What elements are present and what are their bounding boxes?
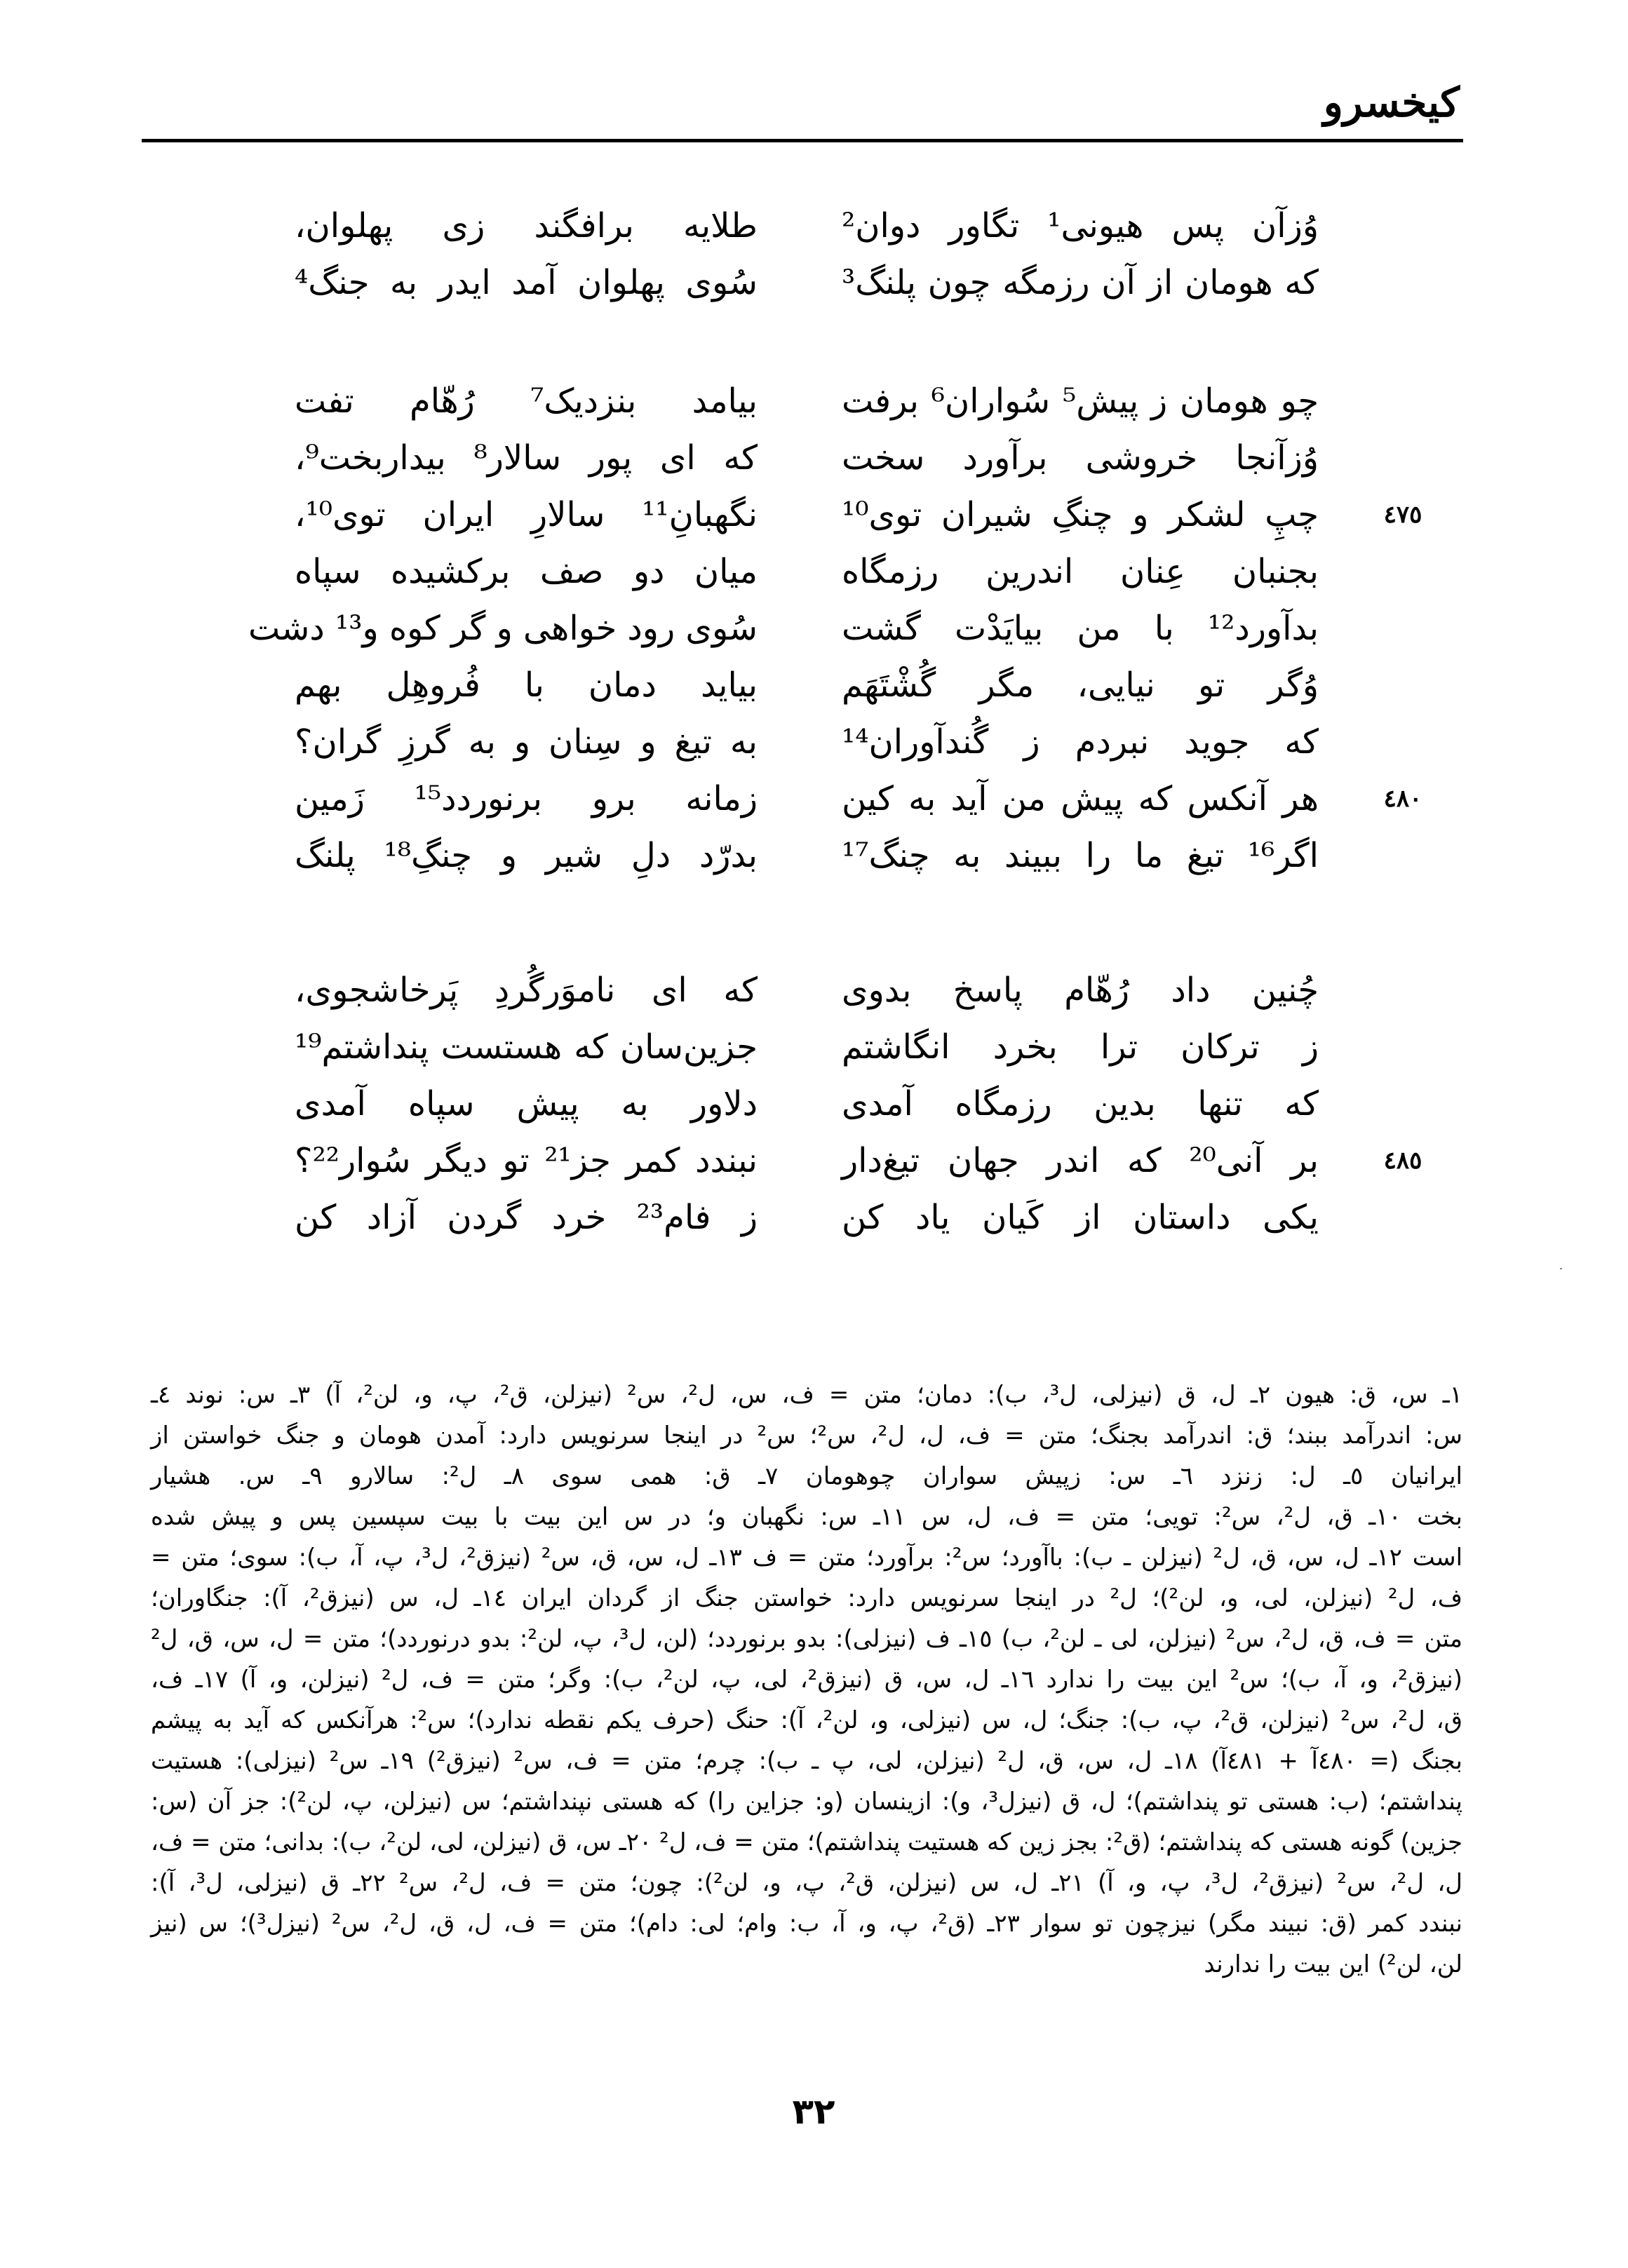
footnote-line: نبندد کمر (ق: نبیند مگر) نیزچون تو سوار ٢٣ـ (ق²، پ، و، آ، ب: وام؛ لی: دام)؛ متن = ف، ل، ق، ل²، س² (نیزل³)؛ س (نیز (151, 1910, 1462, 1938)
footnote-line: ل، ل²، س² (نیزق²، ل³، پ، و، آ) ٢١ـ ل، س (نیزلن، ق²، پ، و، لن²): چون؛ متن = ف، ل²، س² ٢٢ـ ق (نیزلی، ل³، آ): (151, 1869, 1463, 1897)
footnote-line: بخت ١٠ـ ق، ل²، س²: تویی؛ متن = ف، ل، س ١١ـ س: نگهبان و؛ در س این بیت با بیت سپسین پس و پیش شده (151, 1503, 1462, 1531)
footnote-line: ف، ل² (نیزلن، لی، و، لن²)؛ ل² در اینجا سرنویس دارد: خواستن جنگ از گردان ایران ١٤ـ ل، س (نیزق²، آ): جنگاوران؛ (151, 1584, 1463, 1612)
verse-hemistich-left: طلایه برافگند زی پهلوان، (295, 206, 758, 245)
verse-hemistich-left: به تیغ و سِنان و به گرزِ گران؟ (295, 722, 758, 762)
verse-line-number: ٤٨٥ (1383, 1147, 1422, 1175)
footnote-line: (نیزق²، و، آ، ب)؛ س² این بیت را ندارد ١٦ـ ل، س، ق (نیزق²، لی، پ، لن²، ب): وگر؛ متن = ف، ل² (نیزلن، و، آ) ١٧ـ ف، (151, 1666, 1463, 1694)
verse-hemistich-right: که هومان از آن رزمگه چون پلنگ³ (842, 263, 1319, 302)
verse-hemistich-right: وُگر تو نیایی، مگر گُشْتَهَم (842, 666, 1319, 705)
verse-hemistich-right: چُنین داد رُهّام پاسخ بدوی (842, 971, 1319, 1010)
verse-hemistich-left: میان دو صف برکشیده سپاه (295, 552, 758, 591)
verse-hemistich-left: که ای ناموَرگُردِ پَرخاشجوی، (295, 971, 758, 1010)
verse-hemistich-left: بیامد بنزدیک⁷ رُهّام تفت (295, 382, 758, 421)
running-header-title: کیخسرو (1323, 79, 1460, 126)
verse-hemistich-left: نبندد کمر جز²¹ تو دیگر سُوار²²؟ (295, 1141, 758, 1180)
footnote-line: ایرانیان ٥ـ ل: زنزد ٦ـ س: زپیش سواران چوهومان ٧ـ ق: همی سوی ٨ـ ل²: سالارو ٩ـ س. هشیار (151, 1462, 1462, 1490)
verse-hemistich-left: سُوی پهلوان آمد ایدر به جنگ⁴ (295, 263, 758, 302)
footnote-line: ق، ل²، س² (نیزلن، ق²، پ، ب): جنگ؛ ل، س (نیزلی، و، لن²، آ): حنگ (حرف یکم نقطه ندارد)؛ س²: هرآنکس که آید به پیشم (151, 1706, 1462, 1734)
verse-hemistich-left: بدرّد دلِ شیر و چنگِ¹⁸ پلنگ (295, 836, 758, 875)
verse-hemistich-right: که تنها بدین رزمگاه آمدی (842, 1084, 1319, 1123)
verse-hemistich-right: بدآورد¹² با من بیایَدْت گشت (842, 609, 1319, 648)
verse-hemistich-right: وُزآن پس هیونی¹ تگاور دوان² (842, 206, 1319, 245)
verse-hemistich-left: سُوی رود خواهی و گر کوه و¹³ دشت (248, 609, 758, 648)
footnote-line: ١ـ س، ق: هیون ٢ـ ل، ق (نیزلی، ل³، ب): دمان؛ متن = ف، س، ل²، س² (نیزلن، ق²، پ، و، لن²، آ) ٣ـ س: نوند ٤ـ (151, 1381, 1462, 1409)
verse-hemistich-left: جزین‌سان که هستست پنداشتم¹⁹ (295, 1027, 758, 1067)
verse-hemistich-right: هر آنکس که پیش من آید به کین (842, 779, 1319, 818)
footnotes (151, 1375, 1462, 1985)
verse-hemistich-right: یکی داستان از کَیان یاد کن (842, 1198, 1319, 1237)
verse-line-number: ٤٧٥ (1383, 501, 1422, 529)
verse-hemistich-left: ز فام²³ خرد گردن آزاد کن (295, 1198, 758, 1237)
header-rule (142, 139, 1463, 142)
footnote-line: جزین) گونه هستی که پنداشتم؛ (ق²: بجز زین که هستیت پنداشتم)؛ متن = ف، ل² ٢٠ـ س، ق (نیزلن، لی، لن²، ب): بدانی؛ متن = ف، (151, 1828, 1463, 1856)
footnote-line: متن = ف، ق، ل²، س² (نیزلن، لی ـ لن²، ب) ١٥ـ ف (نیزلی): بدو برنوردد؛ (لن، ل³، پ، لن²: بدو درنوردد)؛ متن = ل، س، ق، ل² (151, 1625, 1462, 1653)
verse-hemistich-right: که جوید نبردم ز گُندآوران¹⁴ (842, 722, 1319, 762)
footnote-line: پنداشتم؛ (ب: هستی تو پنداشتم)؛ ل، ق (نیزل³، و): ازینسان (و: جزاین را) که هستی نپنداشتم؛ س (نیزلن، پ، لن²): جز آن (س: (151, 1788, 1463, 1816)
verse-hemistich-right: چو هومان ز پیش⁵ سُواران⁶ برفت (842, 382, 1319, 421)
verse-hemistich-left: نگهبانِ¹¹ سالارِ ایران توی¹⁰، (295, 495, 758, 534)
footnote-line: لن، لن²) این بیت را ندارند (1204, 1950, 1462, 1978)
footnote-line: س: اندرآمد ببند؛ ق: اندرآمد بجنگ؛ متن = ف، ل، ل²، س²؛ س² در اینجا سرنویس دارد: آمدن هومان و جنگ خواستن از (151, 1422, 1462, 1450)
verse-hemistich-right: بجنبان عِنان اندرین رزمگاه (842, 552, 1319, 591)
verse-hemistich-left: دلاور به پیش سپاه آمدی (295, 1084, 758, 1123)
verse-hemistich-right: ز ترکان ترا بخرد انگاشتم (842, 1027, 1319, 1067)
verse-hemistich-right: اگر¹⁶ تیغ ما را ببیند به چنگ¹⁷ (842, 836, 1319, 875)
scan-speck (1560, 1268, 1562, 1269)
verse-hemistich-left: بیاید دمان با فُروهِل بهم (295, 666, 758, 705)
verse-hemistich-left: که ای پور سالار⁸ بیداربخت⁹، (295, 438, 758, 478)
verse-hemistich-right: وُزآنجا خروشی برآورد سخت (842, 438, 1319, 478)
footnote-line: است ١٢ـ ل، س، ق، ل² (نیزلن ـ ب): باآورد؛ س²: برآورد؛ متن = ف ١٣ـ ل، س، ق، س² (نیزق²، ل³، پ، آ، ب): سوی؛ متن = (151, 1544, 1463, 1572)
verse-hemistich-left: زمانه برو برنوردد¹⁵ زَمین (295, 779, 758, 818)
verse-line-number: ٤٨٠ (1383, 785, 1422, 813)
footnote-line: بجنگ (= ٤٨٠آ + ٤٨١آ) ١٨ـ ل، س، ق، ل² (نیزلن، لی، پ ـ ب): چرم؛ متن = ف، س² (نیزق²) ١٩ـ س² (نیزلی): هستیت (151, 1747, 1463, 1775)
verse-hemistich-right: بر آنی²⁰ که اندر جهان تیغ‌دار (842, 1141, 1319, 1180)
page-number: ٣٢ (792, 2091, 835, 2132)
verse-hemistich-right: چپِ لشکر و چنگِ شیران توی¹⁰ (842, 495, 1319, 534)
